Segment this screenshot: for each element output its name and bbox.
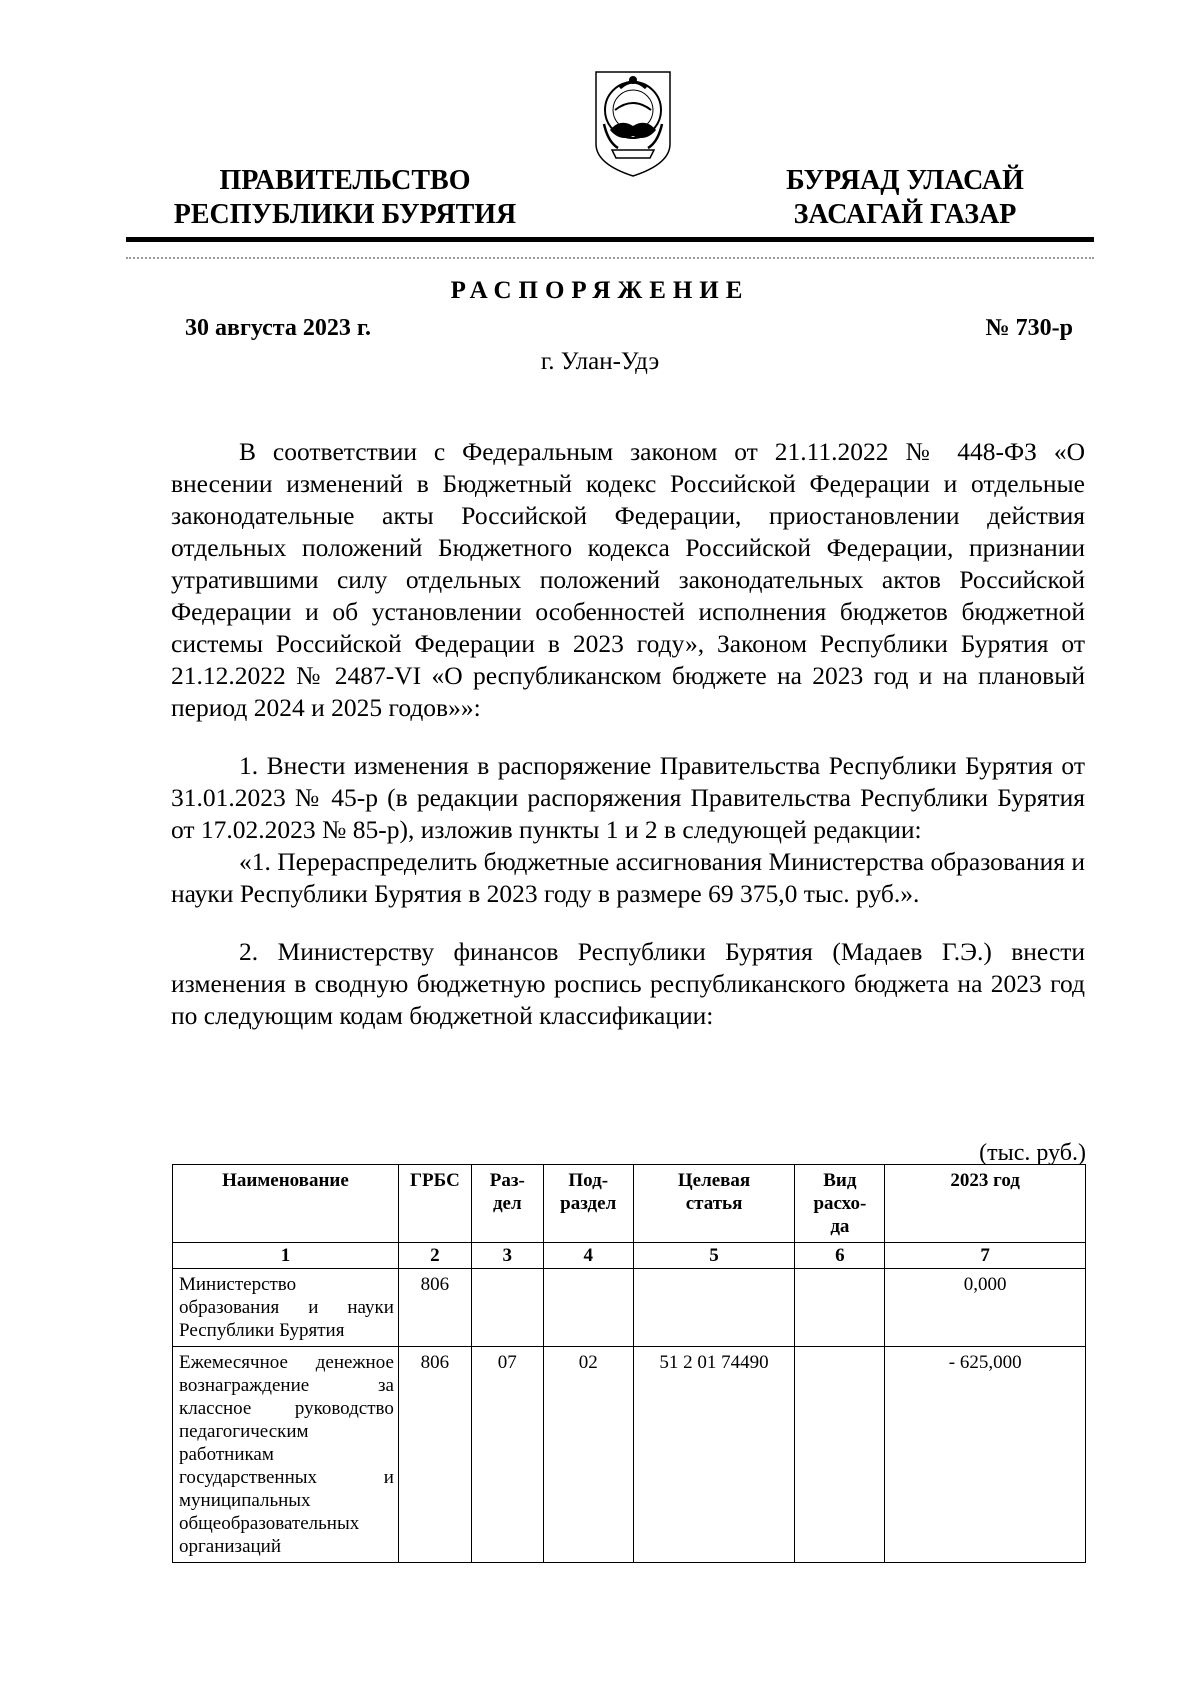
row-value: - 625,000: [885, 1347, 1086, 1563]
row-razdel: [471, 1269, 543, 1347]
index-cell: 2: [398, 1243, 471, 1269]
header-target: Целевая статья: [633, 1165, 795, 1243]
table-row: [173, 1347, 1086, 1563]
header-divider-thin: [126, 257, 1094, 259]
row-value: 0,000: [885, 1269, 1086, 1347]
table-row: [173, 1269, 1086, 1347]
row-grbs: 806: [398, 1269, 471, 1347]
row-target: 51 2 01 74490: [633, 1347, 795, 1563]
government-name-buryat-line2: ЗАСАГАЙ ГАЗАР: [793, 199, 1017, 230]
header-year: 2023 год: [885, 1165, 1086, 1243]
document-number: № 730-р: [985, 315, 1073, 341]
header-name: Наименование: [173, 1165, 399, 1243]
row-name: Министерство образования и науки Республики Бурятия: [173, 1269, 399, 1347]
item-2-paragraph: 2. Министерству финансов Республики Бурятия (Мадаев Г.Э.) внести изменения в сводную бюджетную роспись республиканского бюджета на 2023 год по следующим кодам бюджетной классификации:: [171, 937, 1085, 1030]
header-razdel: Раз- дел: [471, 1165, 543, 1243]
document-city: г. Улан-Удэ: [540, 348, 660, 375]
index-cell: 5: [633, 1243, 795, 1269]
row-vid: [795, 1269, 885, 1347]
row-grbs: 806: [398, 1347, 471, 1563]
index-cell: 1: [173, 1243, 399, 1269]
index-cell: 4: [543, 1243, 633, 1269]
table-unit-label: (тыс. руб.): [979, 1140, 1086, 1166]
preamble-paragraph: В соответствии с Федеральным законом от 21.11.2022 № 448-ФЗ «О внесении изменений в Бюджетный кодекс Российской Федерации и отдельные законодательные акты Российской Федерации, приостановлении действия отдельных положений Бюджетного кодекса Российской Федерации, признании утратившими силу отдельных положений законодательных актов Российской Федерации и об установлении особенностей исполнения бюджетов бюджетной системы Российской Федерации в 2023 году», Законом Республики Бурятия от 21.12.2022 № 2487-VI «О республиканском бюджете на 2023 год и на плановый период 2024 и 2025 годов»»:: [171, 437, 1085, 722]
index-cell: 7: [885, 1243, 1086, 1269]
coat-of-arms-emblem: [590, 52, 676, 178]
row-razdel: 07: [471, 1347, 543, 1563]
item-1-paragraph: 1. Внести изменения в распоряжение Правительства Республики Бурятия от 31.01.2023 № 45-р (в редакции распоряжения Правительства Республики Бурятия от 17.02.2023 № 85-р), изложив пункты 1 и 2 в следующей редакции:: [171, 751, 1085, 844]
row-podrazdel: [543, 1269, 633, 1347]
row-podrazdel: 02: [543, 1347, 633, 1563]
document-date: 30 августа 2023 г.: [185, 315, 372, 341]
government-name-buryat: [760, 164, 1050, 232]
row-name: Ежемесячное денежное вознаграждение за классное руководство педагогическим работникам государственных и муниципальных общеобразовательных организаций: [173, 1347, 399, 1563]
item-1-quote-paragraph: «1. Перераспределить бюджетные ассигнования Министерства образования и науки Республики Бурятия в 2023 году в размере 69 375,0 тыс. руб.».: [171, 847, 1085, 908]
budget-table: [172, 1164, 1086, 1563]
document-body: [171, 436, 1085, 1032]
table-header-row: [173, 1165, 1086, 1243]
index-cell: 3: [471, 1243, 543, 1269]
table-index-row: [173, 1243, 1086, 1269]
government-name-buryat-line1: БУРЯАД УЛАСАЙ: [786, 165, 1024, 196]
header-grbs: ГРБС: [398, 1165, 471, 1243]
government-name-line1: ПРАВИТЕЛЬСТВО: [219, 165, 471, 196]
document-title: РАСПОРЯЖЕНИЕ: [450, 277, 750, 304]
row-target: [633, 1269, 795, 1347]
header-podrazdel: Под- раздел: [543, 1165, 633, 1243]
row-vid: [795, 1347, 885, 1563]
government-name-line2: РЕСПУБЛИКИ БУРЯТИЯ: [173, 199, 517, 230]
government-name-russian: [160, 164, 530, 232]
index-cell: 6: [795, 1243, 885, 1269]
header-vid: Вид расхо- да: [795, 1165, 885, 1243]
header-divider-thick: [126, 237, 1094, 242]
